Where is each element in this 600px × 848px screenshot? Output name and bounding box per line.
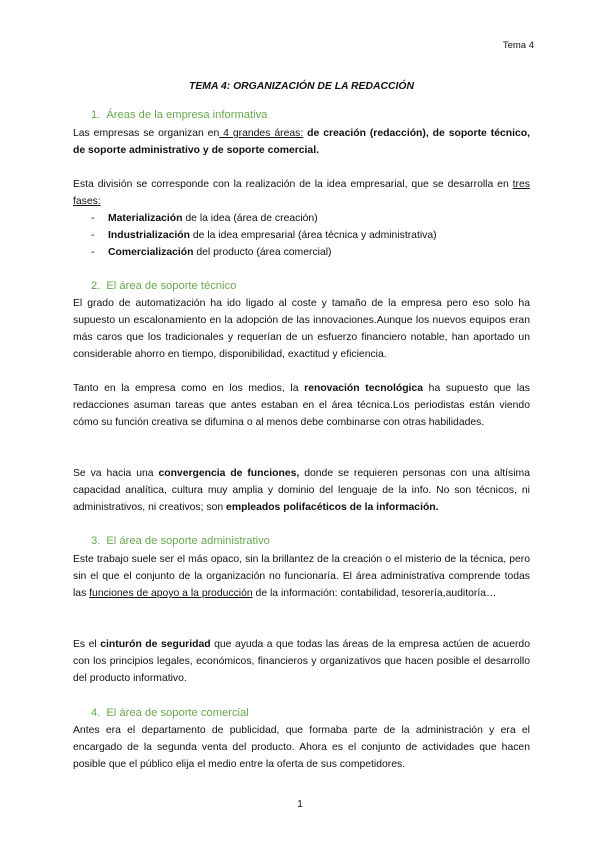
- section-title: El área de soporte comercial: [106, 707, 249, 719]
- bold-text: Materialización: [108, 213, 183, 224]
- text: donde se requieren personas con una altísima capacidad analítica, cultura muy amplia y dominio del lenguaje de la info. No son técnicos, ni administrativos, ni creativos; son: [73, 468, 530, 513]
- underlined-text: funciones de apoyo a la producción: [89, 588, 253, 599]
- section-4-heading: [91, 705, 249, 722]
- list-item: [91, 244, 521, 261]
- running-header: Tema 4: [502, 40, 534, 51]
- paragraph: [73, 636, 530, 687]
- paragraph: [73, 176, 530, 210]
- bold-text: cinturón de seguridad: [100, 639, 211, 650]
- text: Esta división se corresponde con la realización de la idea empresarial, que se desarrolla en: [73, 179, 513, 190]
- text: de la idea (área de creación): [182, 213, 318, 224]
- paragraph: Antes era el departamento de publicidad, que formaba parte de la administración y era el encargado de la segunda venta del producto. Ahora es el conjunto de actividades que hacen posible que el público elija el medio entre la oferta de sus competidores.: [73, 725, 530, 770]
- paragraph: El grado de automatización ha ido ligado al coste y tamaño de la empresa pero eso solo ha supuesto un escalonamiento en la adopción de las innovaciones.Aunque los nuevos equipos eran más caros que los tradicionales y requerían de un esfuerzo financiero notable, han aportado un considerable ahorro en tiempo, disponibilidad, exactitud y eficiencia.: [73, 298, 530, 360]
- bold-text: Industrialización: [108, 230, 190, 241]
- section-2-heading: [91, 278, 236, 295]
- section-number: 1.: [91, 109, 101, 121]
- section-number: 2.: [91, 280, 101, 292]
- text: que ayuda a que todas las áreas de la empresa actúen de acuerdo con los principios legales, económicos, financieros y organizativos que hacen posible el desarrollo del producto informativo.: [73, 639, 530, 684]
- list-item: [91, 227, 521, 244]
- text: Es el: [73, 639, 101, 650]
- bold-text: Comercialización: [108, 247, 194, 258]
- text: de la información: contabilidad, tesorería,auditoría…: [252, 588, 497, 599]
- section-number: 4.: [91, 707, 101, 719]
- section-number: 3.: [91, 535, 101, 547]
- section-title: Áreas de la empresa informativa: [106, 109, 268, 121]
- document-title: TEMA 4: ORGANIZACIÓN DE LA REDACCIÓN: [189, 81, 414, 92]
- text: Las empresas se organizan en: [73, 128, 220, 139]
- text: Este trabajo suele ser el más opaco, sin la brillantez de la creación o el misterio de la técnica, pero sin el que el conjunto de la organización no funcionaría. El área administrativa comprende todas las: [73, 554, 530, 599]
- phases-list: [91, 210, 521, 261]
- section-title: El área de soporte administrativo: [106, 535, 270, 547]
- underlined-text: 4 grandes áreas:: [219, 128, 304, 139]
- text: Se va hacia una: [73, 468, 159, 479]
- bold-text: de creación (redacción), de soporte técnico, de soporte administrativo y de soporte comercial.: [73, 128, 531, 156]
- section-title: El área de soporte técnico: [106, 280, 237, 292]
- list-item: [91, 210, 521, 227]
- section-1-heading: [91, 107, 267, 124]
- text: del producto (área comercial): [193, 247, 332, 258]
- text: de la idea empresarial (área técnica y administrativa): [189, 230, 437, 241]
- paragraph: [73, 465, 530, 516]
- bold-text: renovación tecnológica: [304, 383, 423, 394]
- bold-text: convergencia de funciones,: [158, 468, 300, 479]
- text: Tanto en la empresa como en los medios, la: [73, 383, 305, 394]
- paragraph: [73, 125, 530, 159]
- paragraph: [73, 380, 530, 431]
- text: ha supuesto que las redacciones asuman tareas que antes estaban en el área técnica.Los periodistas están viendo cómo su función creativa se difumina o al menos debe combinarse con otras habilidades.: [73, 383, 530, 428]
- underlined-text: tres fases:: [73, 179, 530, 207]
- section-3-heading: [91, 533, 270, 550]
- bold-text: empleados polifacéticos de la información.: [226, 502, 439, 513]
- page-number: 1: [297, 799, 303, 810]
- paragraph: [73, 551, 530, 602]
